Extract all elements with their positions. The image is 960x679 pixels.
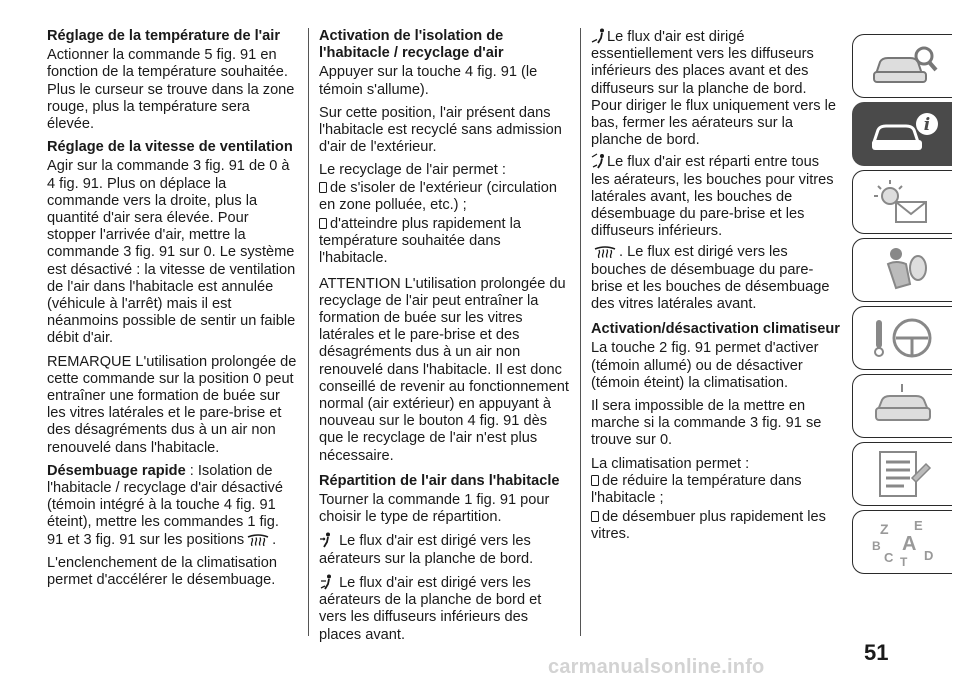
mode-face (319, 532, 569, 567)
checkbox-bullet-icon (319, 218, 327, 229)
index-letter: T (899, 555, 907, 568)
tab-car-info[interactable] (852, 102, 952, 166)
quick-defrost-text: : Isolation de l'habitacle / recyclage d'air désactivé (témoin intégré à la touche 4 fig. 91 éteint), mettre les commandes 1 fig. 91 et 3 fig. 91 sur les positions (47, 462, 283, 548)
mode-face-text: Le flux d'air est dirigé vers les aérateurs sur la planche de bord. (319, 533, 534, 567)
index-letter: A (901, 533, 916, 555)
paragraph-quick-defrost (47, 463, 299, 549)
airflow-face-feet-icon (319, 574, 335, 590)
label-quick-defrost: Désembuage rapide (47, 462, 186, 479)
quick-defrost-end: . (272, 531, 277, 548)
tab-car-search[interactable] (852, 34, 952, 98)
airflow-all-icon (591, 153, 607, 169)
heading-ventilation-speed: Réglage de la vitesse de ventilation (47, 139, 293, 156)
index-letter: D (923, 548, 933, 563)
bullet-reduce-temp-text: de réduire la température dans l'habitacle ; (591, 472, 802, 507)
windshield-defrost-icon (593, 245, 617, 258)
bullet-isolate (319, 180, 569, 214)
index-letter: E (913, 518, 923, 533)
mode-all-text: Le flux d'air est réparti entre tous les aérateurs, les bouches pour vitres latérales avant, les bouches de désembuage du pare-brise et les diffuseurs inférieurs. (591, 154, 834, 240)
mode-face-feet (319, 574, 569, 644)
car-service-icon (866, 380, 940, 432)
heading-air-conditioning: Activation/désactivation climatiseur (591, 321, 840, 338)
paragraph-distribution: Tourner la commande 1 fig. 91 pour choisir le type de répartition. (319, 492, 550, 526)
car-search-icon (866, 40, 940, 92)
paragraph-recirc-allows: Le recyclage de l'air permet : (319, 162, 506, 179)
paragraph-ac-allows: La climatisation permet : (591, 455, 750, 472)
bullet-defog (591, 509, 841, 543)
tab-service[interactable] (852, 374, 952, 438)
bullet-reduce-temp (591, 473, 841, 507)
heading-air-distribution: Répartition de l'air dans l'habitacle (319, 472, 560, 489)
windshield-defrost-icon (246, 533, 270, 546)
car-info-icon (866, 108, 940, 160)
index-letter: Z (879, 521, 889, 537)
checkbox-bullet-icon (591, 511, 599, 522)
index-letter: C (883, 550, 893, 565)
mode-face-feet-text: Le flux d'air est dirigé vers les aérateurs de la planche de bord et vers les diffuseurs inférieurs des places avant. (319, 574, 542, 643)
paragraph-attention: ATTENTION L'utilisation prolongée du recyclage de l'air peut entraîner la formation de buée sur les vitres latérales et le pare-brise et des désagréments dus à un air non renouvelé dans l'habitacle. Il est donc conseillé de revenir au fonctionnement normal (air extérieur) en appuyant à nouveau sur le bouton 4 fig. 91 dès que le recyclage de l'air n'est plus nécessaire. (319, 275, 569, 464)
paragraph-ac-button: La touche 2 fig. 91 permet d'activer (témoin allumé) ou de désactiver (témoin éteint) la climatisation. (591, 340, 819, 391)
column-2 (319, 28, 569, 650)
checkbox-bullet-icon (591, 475, 599, 486)
svg-text:i: i (923, 115, 930, 135)
tab-driving[interactable] (852, 306, 952, 370)
tab-warning-lights[interactable] (852, 170, 952, 234)
bullet-isolate-text: de s'isoler de l'extérieur (circulation en zone polluée, etc.) ; (319, 179, 558, 213)
steering-key-icon (866, 312, 940, 364)
watermark: carmanualsonline.info (548, 656, 765, 678)
bullet-defog-text: de désembuer plus rapidement les vitres. (591, 509, 826, 543)
tab-index[interactable] (852, 510, 952, 574)
chapter-tabs (852, 34, 953, 578)
heading-recirculation: Activation de l'isolation de l'habitacle / recyclage d'air (319, 28, 504, 62)
index-letter: B (871, 539, 881, 553)
paragraph-ventilation-speed: Agir sur la commande 3 fig. 91 de 0 à 4 fig. 91. Plus on déplace la commande vers la droite, plus la quantité d'air sera élevée. Pour stopper l'arrivée d'air, mettre la commande 3 fig. 91 sur 0. Le système est désactivé : la vitesse de ventilation de l'air dans l'habitacle est annulée (véhicule à l'arrêt) mais il est néanmoins possible de sentir un faible débit d'air. (47, 158, 296, 347)
column-3 (591, 28, 841, 550)
paragraph-recirc-position: Sur cette position, l'air présent dans l'habitacle est recyclé sans admission d'air de l'extérieur. (319, 104, 562, 156)
heading-temperature: Réglage de la température de l'air (47, 28, 281, 44)
airflow-feet-icon (591, 28, 607, 44)
column-divider (580, 28, 581, 636)
tab-technical-data[interactable] (852, 442, 952, 506)
checkbox-bullet-icon (319, 182, 327, 193)
mode-feet (591, 28, 841, 149)
column-divider (308, 28, 309, 636)
paragraph-ac-defrost: L'enclenchement de la climatisation permet d'accélérer le désembuage. (47, 554, 277, 589)
mode-defrost (591, 244, 841, 313)
warning-lights-icon (866, 176, 940, 228)
column-1 (47, 28, 299, 595)
mode-defrost-text: . Le flux est dirigé vers les bouches de désembuage du pare-brise et les bouches de désembuage des vitres latérales avant. (591, 244, 830, 313)
index-letters-icon (866, 516, 940, 568)
paragraph-recirc-press: Appuyer sur la touche 4 fig. 91 (le témoin s'allume). (319, 64, 538, 98)
paragraph-temperature: Actionner la commande 5 fig. 91 en fonction de la température souhaitée. Plus le curseur se trouve dans la zone rouge, plus la température sera élevée. (47, 47, 295, 133)
airflow-face-icon (319, 532, 335, 548)
paragraph-remark: REMARQUE L'utilisation prolongée de cette commande sur la position 0 peut entraîner une formation de buée sur les vitres latérales et le pare-brise et des désagréments dus à un air non renouvelé dans l'habitacle. (47, 353, 297, 456)
checklist-icon (866, 448, 940, 500)
page-number: 51 (864, 640, 889, 665)
mode-all (591, 153, 841, 240)
mode-feet-text: Le flux d'air est dirigé essentiellement vers les diffuseurs inférieurs des places avant et des diffuseurs sur la planche de bord. Pour diriger le flux uniquement vers le bas, fermer les aérateurs sur la planche de bord. (591, 29, 836, 149)
bullet-temperature-text: d'atteindre plus rapidement la température souhaitée dans l'habitacle. (319, 216, 522, 267)
airbag-person-icon (866, 244, 940, 296)
bullet-temperature (319, 216, 569, 268)
paragraph-ac-impossible: Il sera impossible de la mettre en marche si la commande 3 fig. 91 se trouve sur 0. (591, 398, 822, 449)
tab-safety[interactable] (852, 238, 952, 302)
